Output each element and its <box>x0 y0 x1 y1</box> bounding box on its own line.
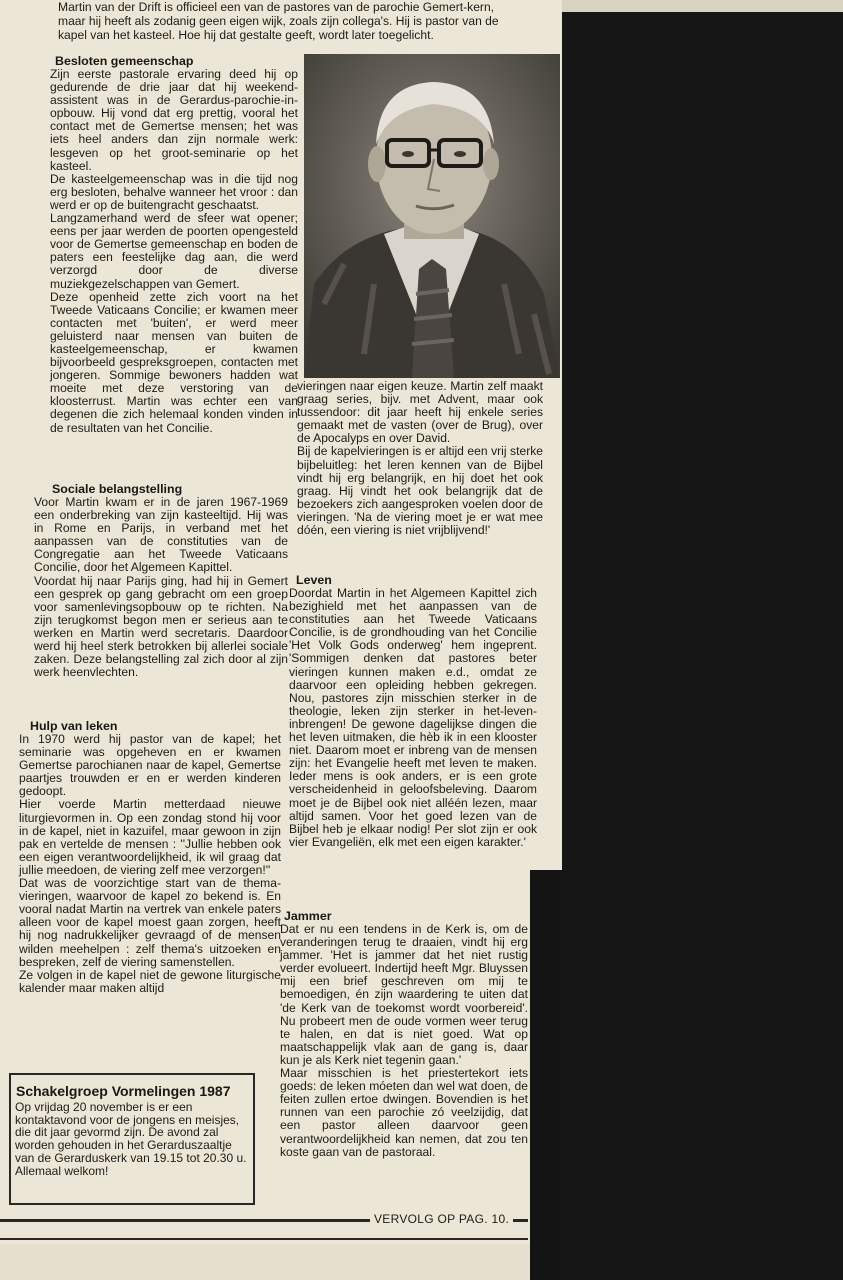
section-leven <box>289 587 537 849</box>
section-jammer <box>280 923 528 1159</box>
paragraph: Ze volgen in de kapel niet de gewone liturgische kalender maar maken altijd <box>19 967 281 995</box>
section-sociale <box>34 496 288 679</box>
section-hulp <box>19 733 281 995</box>
paragraph: Deze openheid zette zich voort na het Tweede Vaticaans Concilie; er kwamen meer contacten met 'buiten', er werd meer geluisterd naar mensen van buiten de kasteelgemeenschap, er kwamen bijvoorbeeld gespreksgroepen, contacten met jongeren. Sommige bewoners hadden wat moeite met deze verstoring van de kloosterrust. Martin was echter een van degenen die zich helemaal konden vinden in de resultaten van het Concilie. <box>50 289 298 435</box>
heading-besloten: Besloten gemeenschap <box>55 54 194 68</box>
portrait-photo <box>304 54 560 378</box>
paragraph: Bij de kapelvieringen is er altijd een vrij sterke bijbeluitleg: het leren kennen van de Bijbel vindt hij erg belangrijk, en hij doet het ook graag. Hij vindt het ook belangrijk dat de bezoekers zich aangesproken voelen door de vieringen. 'Na de viering moet je er wat mee dóén, een viering is niet vrijblijvend!' <box>297 444 543 538</box>
paragraph: Dat er nu een tendens in de Kerk is, om de veranderingen terug te draaien, vindt hij erg jammer. 'Het is jammer dat het niet rustig verder evolueert. Indertijd heeft Mgr. Bluyssen mij een brief geschreven om mij te bemoedigen, én zijn waardering te uiten dat 'de Kerk van de toekomst wordt voorbereid'. Nu probeert men de oude vormen weer terug te halen, en dat is niet goed. Wat op maatschappelijk vlak aan de gang is, daar kun je als Kerk niet tegenin gaan.' <box>280 922 528 1067</box>
paragraph: Zijn eerste pastorale ervaring deed hij op gedurende de drie jaar dat hij weekend-assistent was in de Gerardus-parochie-in-opbouw. Hij vond dat erg prettig, vooral het contact met de Gemertse mensen; het was iets heel anders dan zijn normale werk: lesgeven op het groot-seminarie op het kasteel. <box>50 67 298 173</box>
intro-line: Martin van der Drift is officieel een van de pastores van de parochie Gemert-kern, <box>58 0 495 14</box>
heading-leven: Leven <box>296 573 332 587</box>
paragraph: Voordat hij naar Parijs ging, had hij in Gemert een gesprek op gang gebracht om een groep voor samenlevingsopbouw op te richten. Na zijn terugkomst begon men er serieus aan te werken en Martin werd secretaris. Daardoor werd hij heel sterk betrokken bij allerlei sociale zaken. Deze belangstelling zal zich door al zijn werk heenvlechten. <box>34 573 288 680</box>
paragraph: Voor Martin kwam er in de jaren 1967-1969 een onderbreking van zijn kasteeltijd. Hij was in Rome en Parijs, in verband met het aanpassen van de constituties van de Congregatie aan het Tweede Vaticaans Concilie, door het Algemeen Kapittel. <box>34 495 288 575</box>
paragraph: Maar misschien is het priestertekort iets goeds: de leken móeten dan wel wat doen, de feiten zullen ertoe dwingen. Bovendien is het runnen van een parochie zó veelzijdig, dat een pastor alleen daarvoor geen verantwoordelijkheid kan nemen, dat zou ten koste gaan van de pastoraal. <box>280 1066 528 1159</box>
heading-sociale: Sociale belangstelling <box>52 482 183 496</box>
paragraph: vieringen naar eigen keuze. Martin zelf maakt graag series, bijv. met Advent, maar ook tussendoor: dit jaar heeft hij enkele series gemaakt met de vasten (over de Brug), over de Apocalyps en over David. <box>297 379 543 446</box>
intro-line: kapel van het kasteel. Hoe hij dat gestalte geeft, wordt later toegelicht. <box>58 28 434 42</box>
heading-jammer: Jammer <box>284 909 332 923</box>
clipping-bottom-edge <box>0 1244 530 1280</box>
paragraph: In 1970 werd hij pastor van de kapel; het seminarie was opgeheven en er kwamen Gemertse parochianen naar de kapel, Gemertse paartjes trouwden er en er werden kinderen gedoopt. <box>19 732 281 799</box>
continued-note: VERVOLG OP PAG. 10. <box>370 1212 513 1226</box>
section-vieringen <box>297 380 543 537</box>
background-paper-strip <box>560 0 843 12</box>
paragraph: Doordat Martin in het Algemeen Kapittel zich bezighield met het aanpassen van de constituties aan het Tweede Vaticaans Concilie, is de grondhouding van het Concilie 'Het Volk Gods onderweg' hem ingeprent. 'Sommigen denken dat pastores beter vieringen kunnen maken e.d., omdat ze daarvoor een opleiding hebben gekregen. Nou, pastores zijn misschien sterker in de theologie, leken zijn sterker in het-leven-inbrengen! De gewone dagelijkse dingen die het leven uitmaken, die hèb ik in een klooster niet. Daarom moet er inbreng van de mensen zijn: het Evangelie heeft met leven te maken. Ieder mens is ook anders, er is een grote verscheidenheid in geloofsbeleving. Daarom moet je de Bijbel ook niet alléén lezen, maar altijd samen. Voor het goed lezen van de Bijbel heb je elkaar nodig! Per slot zijn er ook vier Evangeliën, elk met een eigen karakter.' <box>289 586 537 849</box>
paragraph: De kasteelgemeenschap was in die tijd nog erg besloten, behalve wanneer het vroor : dan werd er op de buitengracht geschaatst. <box>50 171 298 212</box>
paragraph: Langzamerhand werd de sfeer wat opener; eens per jaar werden de poorten opengesteld voor de Gemertse gemeenschap en boden de paters een feestelijke dag aan, die werd verzorgd door de diverse muziekgezelschappen van Gemert. <box>50 211 298 291</box>
paragraph: Hier voerde Martin metterdaad nieuwe liturgievormen in. Op een zondag stond hij voor in de kapel, niet in kazuifel, maar gewoon in zijn pak en vertelde de mensen : ''Jullie hebben ook een eigen verantwoordelijkheid, ik wil graag dat jullie meedoen, de viering zelf mee verzorgen!'' <box>19 797 281 877</box>
heading-hulp: Hulp van leken <box>30 719 118 733</box>
intro-text <box>58 0 566 42</box>
section-besloten <box>50 68 298 435</box>
footer-rule-lower <box>0 1238 528 1240</box>
dark-background <box>560 0 843 1280</box>
notice-body: Op vrijdag 20 november is er een kontaktavond voor de jongens en meisjes, die dit jaar gevormd zijn. De avond zal worden gehouden in het Gerarduszaaltje van de Gerarduskerk van 19.15 tot 20.30 u. Allemaal welkom! <box>15 1100 247 1178</box>
intro-line: maar hij heeft als zodanig geen eigen wijk, zoals zijn collega's. Hij is pastor van de <box>58 14 499 28</box>
notice-title: Schakelgroep Vormelingen 1987 <box>16 1083 231 1099</box>
paragraph: Dat was de voorzichtige start van de thema-vieringen, waarvoor de kapel zo bekend is. En vooral nadat Martin na vertrek van enkele paters alleen voor de kapel moest gaan zorgen, heeft hij nog nadrukkelijker gevraagd of de mensen wilden meehelpen : zelf thema's uitzoeken en bespreken, zelf de viering samenstellen. <box>19 876 281 969</box>
